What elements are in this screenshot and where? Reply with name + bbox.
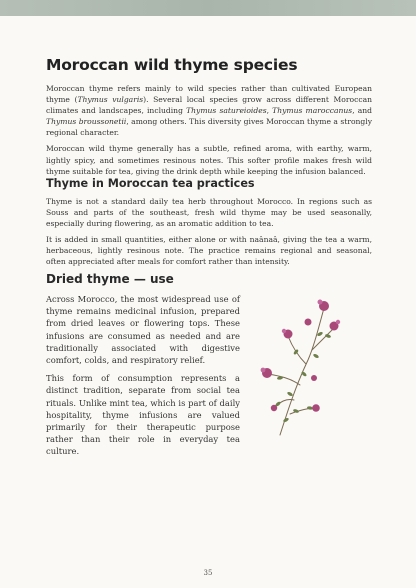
top-decorative-band [0, 0, 416, 16]
intro-paragraph-1 [46, 83, 372, 138]
page-number: 35 [203, 569, 213, 577]
species-name: Thymus vulgaris [77, 95, 144, 105]
section-heading-tea: Thyme in Moroccan tea practices [46, 177, 255, 190]
tea-paragraph-1: Thyme is not a standard daily tea herb throughout Morocco. In regions such as Souss and parts of the southeast, fresh wild thyme may be used seasonally, especially during flowering, as an aromatic addition to tea. [46, 197, 372, 229]
dried-paragraph-2: This form of consumption represents a distinct tradition, separate from social tea rituals. Unlike mint tea, which is part of daily hospitality, thyme infusions are valued primarily for their therapeutic purpose rather than their role in everyday tea culture. [46, 373, 240, 457]
text-run: Moroccan thyme refers mainly to wild species rather than cultivated European thyme ( [46, 84, 372, 105]
page-title: Moroccan wild thyme species [46, 56, 298, 74]
dried-paragraph-1: Across Morocco, the most widespread use of thyme remains medicinal infusion, prepared from dried leaves or flowering tops. These infusions are consumed as needed and are traditionally associated with digestive comfort, colds, and respiratory relief. [46, 294, 240, 366]
tea-paragraph-2: It is added in small quantities, either alone or with naânaâ, giving the tea a warm, herbaceous, lightly resinous note. The practice remains regional and seasonal, often appreciated after meals for comfort rather than intensity. [46, 235, 372, 267]
text-run: , [266, 106, 273, 116]
text-run: , among others. This diversity gives Moroccan thyme a strongly regional character. [46, 117, 373, 138]
section-thyme-tea [46, 177, 372, 273]
text-run: , and [352, 106, 373, 116]
page-content [46, 56, 373, 457]
thyme-sprig-illustration [250, 290, 350, 440]
section-heading-dried: Dried thyme — use [46, 272, 174, 286]
species-name: Thymus broussonetii [46, 117, 127, 127]
species-name: Thymus maroccanus [272, 106, 353, 116]
intro-paragraph-2: Moroccan wild thyme generally has a subtle, refined aroma, with earthy, warm, lightly spicy, and sometimes resinous notes. This softer profile makes fresh wild thyme suitable for tea, giving the drink depth while keeping the infusion balanced. [46, 144, 372, 176]
text-run: ). Several local species grow across different Moroccan climates and landscapes, including [46, 95, 372, 116]
species-name: Thymus satureioides [186, 106, 267, 116]
dried-text-column [46, 293, 240, 458]
